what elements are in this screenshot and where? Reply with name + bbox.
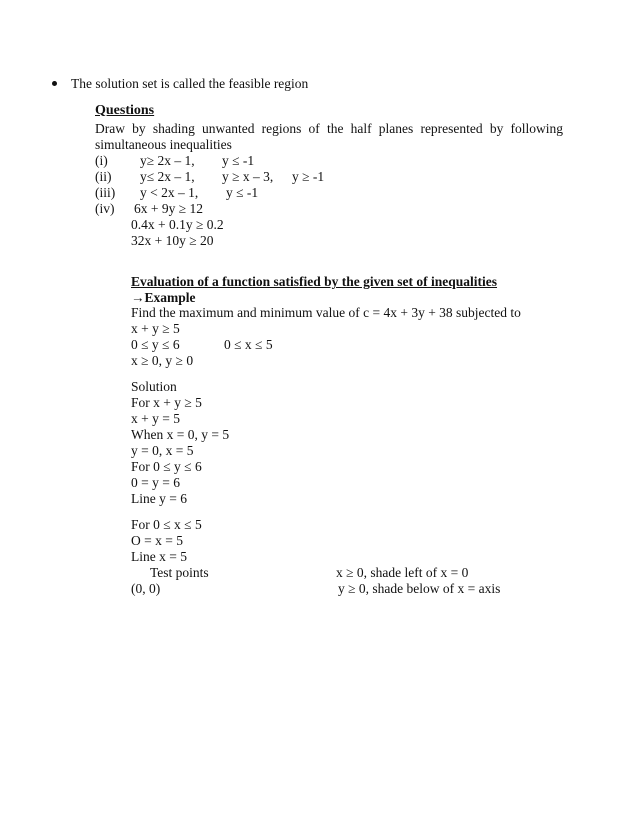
solution-step: x + y = 5 (131, 411, 180, 426)
question-number: (i) (95, 153, 108, 168)
question-number: (iv) (95, 201, 115, 216)
solution-step: For 0 ≤ x ≤ 5 (131, 517, 202, 532)
bullet-dot-icon (52, 81, 57, 86)
question-inequality: 32x + 10y ≥ 20 (131, 233, 214, 248)
shade-note: x ≥ 0, shade left of x = 0 (336, 565, 469, 580)
question-number: (iii) (95, 185, 116, 200)
question-inequality: y < 2x – 1, (140, 185, 199, 200)
question-inequality: y ≤ -1 (222, 153, 255, 168)
solution-label: Solution (131, 379, 177, 394)
solution-step: Line x = 5 (131, 549, 187, 564)
problem-text: Find the maximum and minimum value of c = 4x + 3y + 38 subjected to (131, 305, 521, 320)
question-inequality: y≤ 2x – 1, (140, 169, 195, 184)
solution-step: O = x = 5 (131, 533, 183, 548)
example-label: →Example (131, 290, 196, 305)
question-inequality: y ≤ -1 (226, 185, 259, 200)
solution-step: y = 0, x = 5 (131, 443, 194, 458)
evaluation-heading: Evaluation of a function satisfied by the given set of inequalities (131, 274, 498, 289)
test-points-label: Test points (150, 565, 209, 580)
question-inequality: y≥ 2x – 1, (140, 153, 195, 168)
solution-step: 0 = y = 6 (131, 475, 180, 490)
constraint: x ≥ 0, y ≥ 0 (131, 353, 194, 368)
question-inequality: y ≥ -1 (292, 169, 325, 184)
solution-step: For 0 ≤ y ≤ 6 (131, 459, 202, 474)
question-inequality: y ≥ x – 3, (222, 169, 274, 184)
bullet-item (52, 76, 308, 92)
questions-intro: Draw by shading unwanted regions of the half planes represented by following simultaneous inequalities (95, 121, 563, 152)
questions-heading: Questions (95, 103, 155, 118)
question-inequality: 0.4x + 0.1y ≥ 0.2 (131, 217, 224, 232)
shade-note: y ≥ 0, shade below of x = axis (338, 581, 501, 596)
constraint: 0 ≤ y ≤ 6 (131, 337, 180, 352)
question-inequality: 6x + 9y ≥ 12 (134, 201, 204, 216)
test-point-value: (0, 0) (131, 581, 161, 596)
solution-step: When x = 0, y = 5 (131, 427, 230, 442)
constraint: 0 ≤ x ≤ 5 (224, 337, 273, 352)
solution-step: For x + y ≥ 5 (131, 395, 202, 410)
bullet-text: The solution set is called the feasible region (71, 76, 309, 91)
question-number: (ii) (95, 169, 112, 184)
solution-step: Line y = 6 (131, 491, 187, 506)
constraint: x + y ≥ 5 (131, 321, 180, 336)
